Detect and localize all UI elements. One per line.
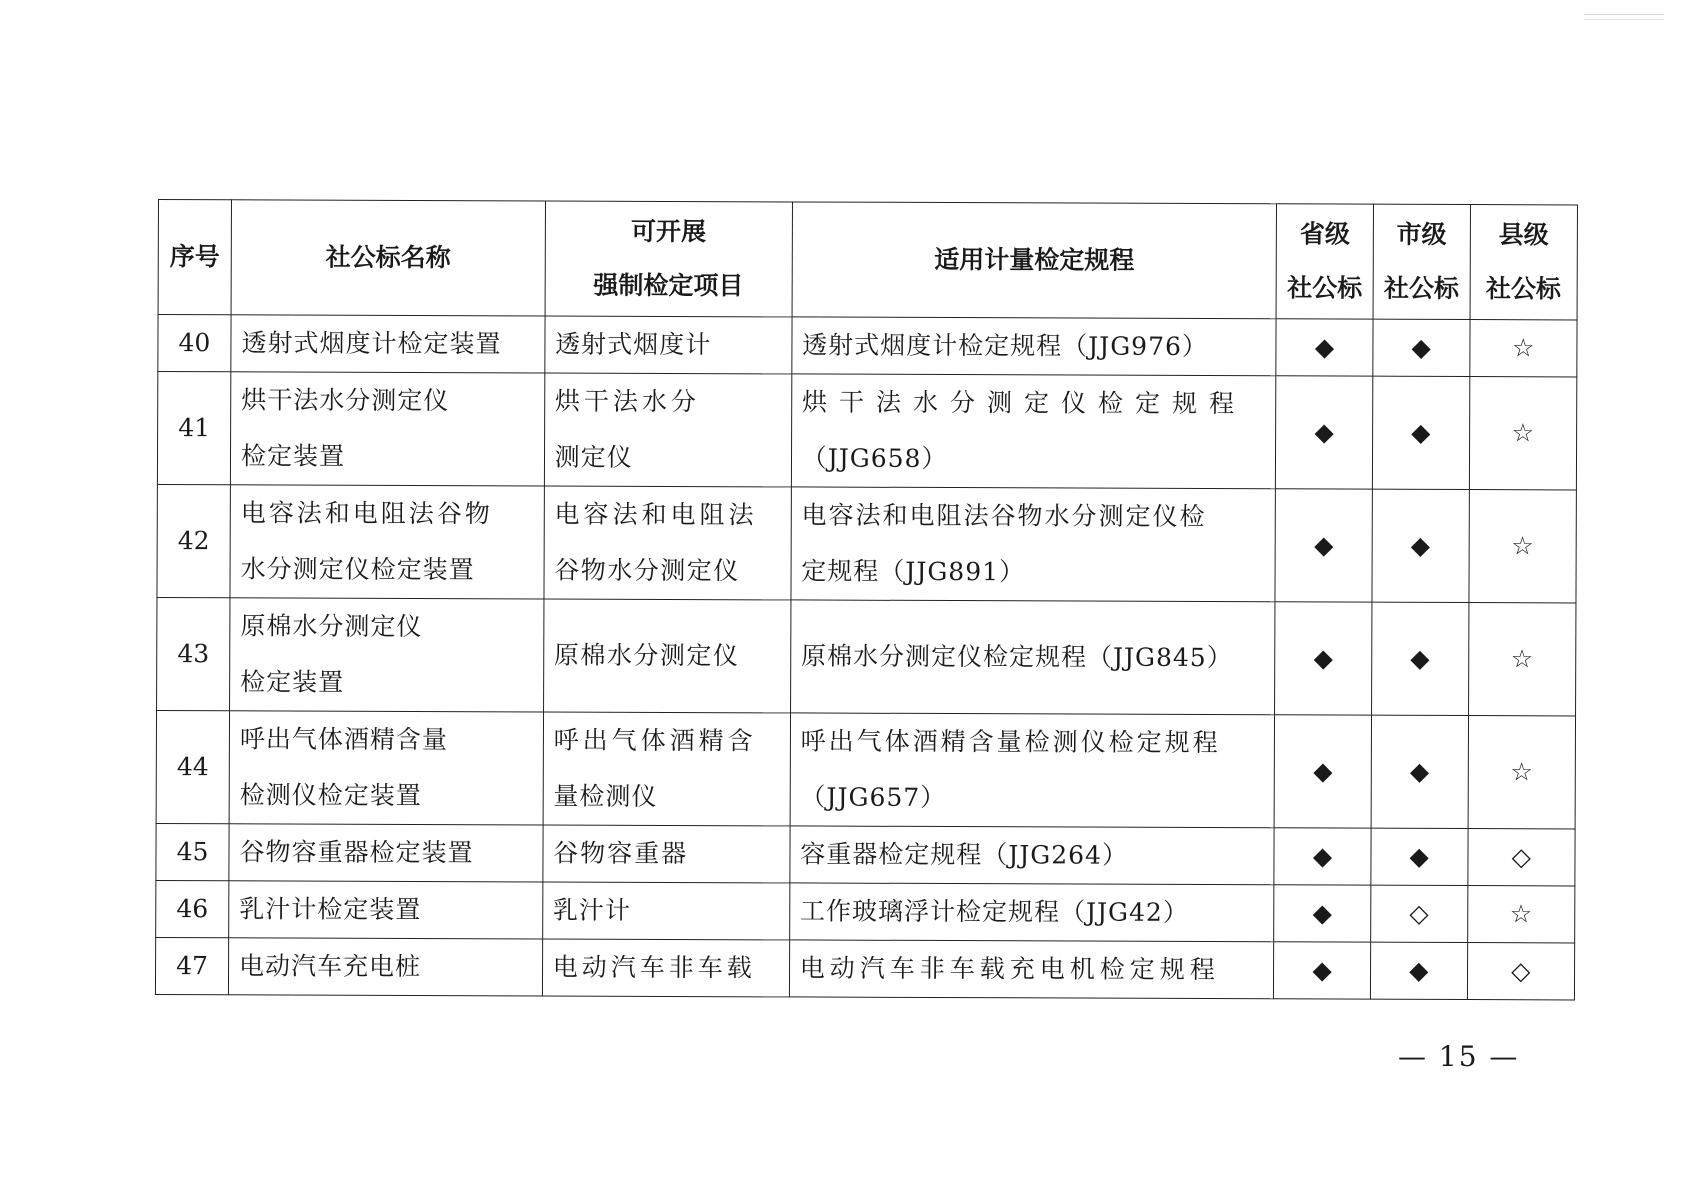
row-item-line: 量检测仪 — [553, 781, 658, 811]
row-no: 45 — [156, 823, 229, 880]
row-item-line: 呼出气体酒精含 — [553, 725, 757, 756]
header-province-line2: 社公标 — [1287, 273, 1363, 303]
row-name-line: 检测仪检定装置 — [239, 780, 422, 811]
row-county-mark: ☆ — [1469, 320, 1577, 377]
row-regulation — [792, 317, 1277, 376]
table-row — [157, 372, 1576, 490]
row-regulation — [791, 487, 1276, 602]
row-item — [542, 939, 789, 997]
row-item — [544, 486, 791, 600]
row-regulation-line: 容重器检定规程（JJG264） — [800, 839, 1129, 870]
row-name-line: 透射式烟度计检定装置 — [241, 328, 502, 359]
row-name-line: 原棉水分测定仪 — [240, 611, 423, 642]
row-no: 44 — [156, 710, 229, 823]
header-city-line2: 社公标 — [1383, 273, 1459, 303]
row-county-mark: ☆ — [1469, 490, 1577, 603]
row-city-mark: ◇ — [1371, 885, 1468, 942]
row-county-mark: ☆ — [1468, 716, 1576, 829]
row-province-mark: ◆ — [1275, 602, 1372, 715]
header-item-line1: 可开展 — [631, 216, 707, 247]
row-county-mark: ☆ — [1467, 886, 1575, 943]
row-province-mark: ◆ — [1274, 715, 1371, 828]
row-name — [231, 315, 545, 373]
row-item — [543, 599, 790, 713]
row-regulation-line: 定规程（JJG891） — [801, 556, 1026, 587]
row-name — [230, 598, 544, 712]
scan-edge-mark — [1584, 14, 1664, 20]
row-item-line: 谷物水分测定仪 — [554, 555, 740, 586]
row-item — [543, 825, 790, 883]
row-regulation-line: （JJG658） — [801, 443, 948, 474]
verification-table — [155, 199, 1578, 1000]
row-county-mark: ◇ — [1467, 943, 1575, 1000]
header-regulation: 适用计量检定规程 — [792, 202, 1277, 319]
header-county-line2: 社公标 — [1485, 274, 1562, 304]
header-item-line2: 强制检定项目 — [593, 270, 744, 301]
row-regulation-line: 工作玻璃浮计检定规程（JJG42） — [799, 896, 1189, 927]
row-item-line: 测定仪 — [554, 442, 633, 472]
row-city-mark: ◆ — [1370, 942, 1467, 999]
row-province-mark: ◆ — [1276, 376, 1373, 489]
row-item-line: 谷物容重器 — [553, 838, 689, 869]
row-name — [229, 711, 543, 825]
row-city-mark: ◆ — [1372, 489, 1469, 602]
table-row — [156, 880, 1575, 942]
header-county-line1: 县级 — [1498, 220, 1549, 250]
row-name-line: 水分测定仪检定装置 — [240, 554, 475, 585]
row-county-mark: ☆ — [1468, 603, 1576, 716]
row-name-line: 电容法和电阻法谷物 — [240, 498, 493, 529]
row-regulation-line: 烘干法水分测定仪检定规程 — [801, 387, 1247, 419]
row-name-line: 烘干法水分测定仪 — [241, 385, 450, 416]
table-row — [157, 597, 1576, 715]
row-regulation-line: 原棉水分测定仪检定规程（JJG845） — [800, 641, 1233, 673]
row-item-line: 乳汁计 — [552, 895, 632, 925]
row-name-line: 谷物容重器检定装置 — [239, 837, 474, 868]
row-regulation — [791, 374, 1276, 489]
row-no: 47 — [155, 937, 228, 994]
row-regulation — [789, 883, 1274, 942]
row-name — [229, 881, 543, 939]
row-regulation-line: 透射式烟度计检定规程（JJG976） — [802, 330, 1208, 362]
row-regulation-line: 呼出气体酒精含量检测仪检定规程 — [800, 726, 1221, 758]
row-province-mark: ◆ — [1274, 828, 1371, 885]
row-name-line: 检定装置 — [240, 441, 346, 471]
row-no: 46 — [156, 880, 229, 937]
row-name — [229, 824, 543, 882]
row-regulation-line: （JJG657） — [800, 782, 947, 813]
row-item — [545, 316, 792, 374]
row-item-line: 电动汽车非车载 — [552, 952, 756, 983]
row-regulation — [790, 826, 1275, 885]
row-name — [230, 485, 544, 599]
row-item-line: 电容法和电阻法 — [554, 499, 758, 530]
row-city-mark: ◆ — [1371, 715, 1468, 828]
header-city — [1373, 204, 1470, 319]
row-no: 41 — [157, 372, 230, 485]
row-item-line: 透射式烟度计 — [555, 329, 712, 360]
header-city-line1: 市级 — [1396, 219, 1447, 249]
row-name-line: 呼出气体酒精含量 — [239, 724, 449, 755]
page-number: — 15 — — [1398, 1040, 1520, 1073]
row-name — [228, 938, 542, 996]
table-header-row — [158, 200, 1577, 320]
row-county-mark: ◇ — [1467, 829, 1575, 886]
row-province-mark: ◆ — [1275, 489, 1372, 602]
row-no: 40 — [158, 315, 231, 372]
row-province-mark: ◆ — [1274, 885, 1371, 942]
row-city-mark: ◆ — [1373, 319, 1470, 376]
row-item — [542, 882, 789, 940]
header-name: 社公标名称 — [231, 200, 545, 316]
row-regulation-line: 电动汽车非车载充电机检定规程 — [799, 953, 1220, 985]
row-province-mark: ◆ — [1276, 319, 1373, 376]
row-county-mark: ☆ — [1469, 377, 1577, 490]
row-city-mark: ◆ — [1371, 828, 1468, 885]
row-name — [230, 372, 544, 486]
row-no: 42 — [157, 484, 230, 597]
row-item-line: 原棉水分测定仪 — [553, 640, 740, 671]
row-no: 43 — [157, 597, 230, 710]
header-county — [1470, 205, 1578, 320]
row-city-mark: ◆ — [1372, 376, 1469, 489]
row-regulation — [789, 940, 1274, 999]
row-name-line: 检定装置 — [240, 667, 345, 697]
row-item — [543, 712, 790, 826]
table-row — [156, 710, 1575, 828]
row-item-line: 烘干法水分 — [554, 386, 700, 417]
row-province-mark: ◆ — [1274, 942, 1371, 999]
row-regulation — [790, 600, 1275, 715]
header-no: 序号 — [158, 200, 231, 315]
row-regulation-line: 电容法和电阻法谷物水分测定仪检 — [801, 500, 1207, 532]
header-item — [545, 201, 793, 317]
row-name-line: 乳汁计检定装置 — [239, 894, 422, 925]
header-province-line1: 省级 — [1299, 219, 1350, 249]
row-item — [544, 373, 791, 487]
row-name-line: 电动汽车充电桩 — [239, 951, 422, 982]
table-row — [158, 315, 1577, 377]
table-row — [155, 937, 1574, 999]
table-row — [156, 823, 1575, 885]
row-city-mark: ◆ — [1371, 602, 1468, 715]
header-province — [1276, 204, 1373, 319]
row-regulation — [790, 713, 1275, 828]
table-row — [157, 484, 1576, 602]
